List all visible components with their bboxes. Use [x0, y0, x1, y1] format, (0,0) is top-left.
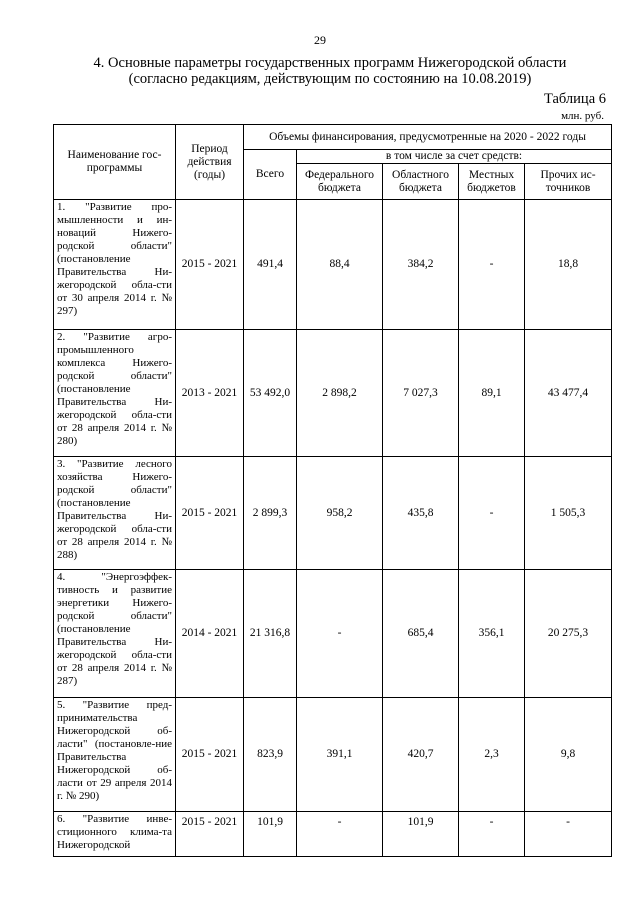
value-total: 21 316,8	[244, 570, 297, 698]
value-local: 2,3	[459, 698, 525, 812]
value-federal: 958,2	[297, 457, 383, 570]
header-name: Наименование гос-программы	[54, 125, 176, 200]
value-local: -	[459, 200, 525, 330]
header-other: Прочих ис-точников	[525, 164, 612, 200]
section-subtitle: (согласно редакциям, действующим по состоянию на 10.08.2019)	[128, 71, 532, 87]
table-label: Таблица 6	[543, 91, 606, 107]
value-total: 101,9	[244, 812, 297, 857]
value-federal: -	[297, 812, 383, 857]
value-federal: 391,1	[297, 698, 383, 812]
value-other: 18,8	[525, 200, 612, 330]
program-name: 3. "Развитие лесного хозяйства Нижего-родской области" (постановление Правительства Ни-жегородской обла-сти от 28 апреля 2014 г. № 288)	[54, 457, 176, 570]
header-volumes: Объемы финансирования, предусмотренные на 2020 - 2022 годы	[244, 125, 612, 150]
value-other: 43 477,4	[525, 330, 612, 457]
value-local: 89,1	[459, 330, 525, 457]
value-local: -	[459, 812, 525, 857]
value-other: -	[525, 812, 612, 857]
table-row	[54, 457, 612, 570]
section-title: 4. Основные параметры государственных программ Нижегородской области	[93, 55, 567, 71]
table-row	[54, 200, 612, 330]
program-name: 1. "Развитие про-мышленности и ин-новаций Нижего-родской области" (постановление Правительства Ни-жегородской обла-сти от 30 апреля 2014 г. № 297)	[54, 200, 176, 330]
value-federal: 88,4	[297, 200, 383, 330]
value-other: 9,8	[525, 698, 612, 812]
value-federal: 2 898,2	[297, 330, 383, 457]
value-total: 491,4	[244, 200, 297, 330]
program-name: 2. "Развитие агро-промышленного комплекса Нижего-родской области" (постановление Правительства Ни-жегородской обла-сти от 28 апреля 2014 г. № 280)	[54, 330, 176, 457]
program-period: 2015 - 2021	[176, 698, 244, 812]
header-period: Период действия (годы)	[176, 125, 244, 200]
header-federal: Федерального бюджета	[297, 164, 383, 200]
value-regional: 7 027,3	[383, 330, 459, 457]
value-regional: 101,9	[383, 812, 459, 857]
header-including: в том числе за счет средств:	[297, 150, 612, 164]
program-period: 2015 - 2021	[176, 812, 244, 857]
table-row	[54, 330, 612, 457]
value-federal: -	[297, 570, 383, 698]
value-regional: 420,7	[383, 698, 459, 812]
program-period: 2013 - 2021	[176, 330, 244, 457]
unit-label: млн. руб.	[561, 110, 604, 122]
header-local: Местных бюджетов	[459, 164, 525, 200]
program-period: 2014 - 2021	[176, 570, 244, 698]
header-total: Всего	[244, 150, 297, 200]
programs-table	[53, 124, 612, 857]
value-total: 53 492,0	[244, 330, 297, 457]
program-name: 6. "Развитие инве-стиционного клима-та Нижегородской	[54, 812, 176, 857]
table-row	[54, 812, 612, 857]
value-regional: 435,8	[383, 457, 459, 570]
program-name: 5. "Развитие пред-принимательства Нижегородской об-ласти" (постановле-ние Правительства Нижегородской об-ласти от 29 апреля 2014 г. № 290)	[54, 698, 176, 812]
program-name: 4. "Энергоэффек-тивность и развитие энергетики Нижего-родской области" (постановление Правительства Ни-жегородской обла-сти от 28 апреля 2014 г. № 287)	[54, 570, 176, 698]
page-number: 29	[314, 33, 326, 47]
table-row	[54, 698, 612, 812]
table-row	[54, 570, 612, 698]
program-period: 2015 - 2021	[176, 457, 244, 570]
value-other: 20 275,3	[525, 570, 612, 698]
value-total: 823,9	[244, 698, 297, 812]
header-regional: Областного бюджета	[383, 164, 459, 200]
value-regional: 384,2	[383, 200, 459, 330]
value-other: 1 505,3	[525, 457, 612, 570]
value-regional: 685,4	[383, 570, 459, 698]
value-local: 356,1	[459, 570, 525, 698]
program-period: 2015 - 2021	[176, 200, 244, 330]
value-total: 2 899,3	[244, 457, 297, 570]
value-local: -	[459, 457, 525, 570]
